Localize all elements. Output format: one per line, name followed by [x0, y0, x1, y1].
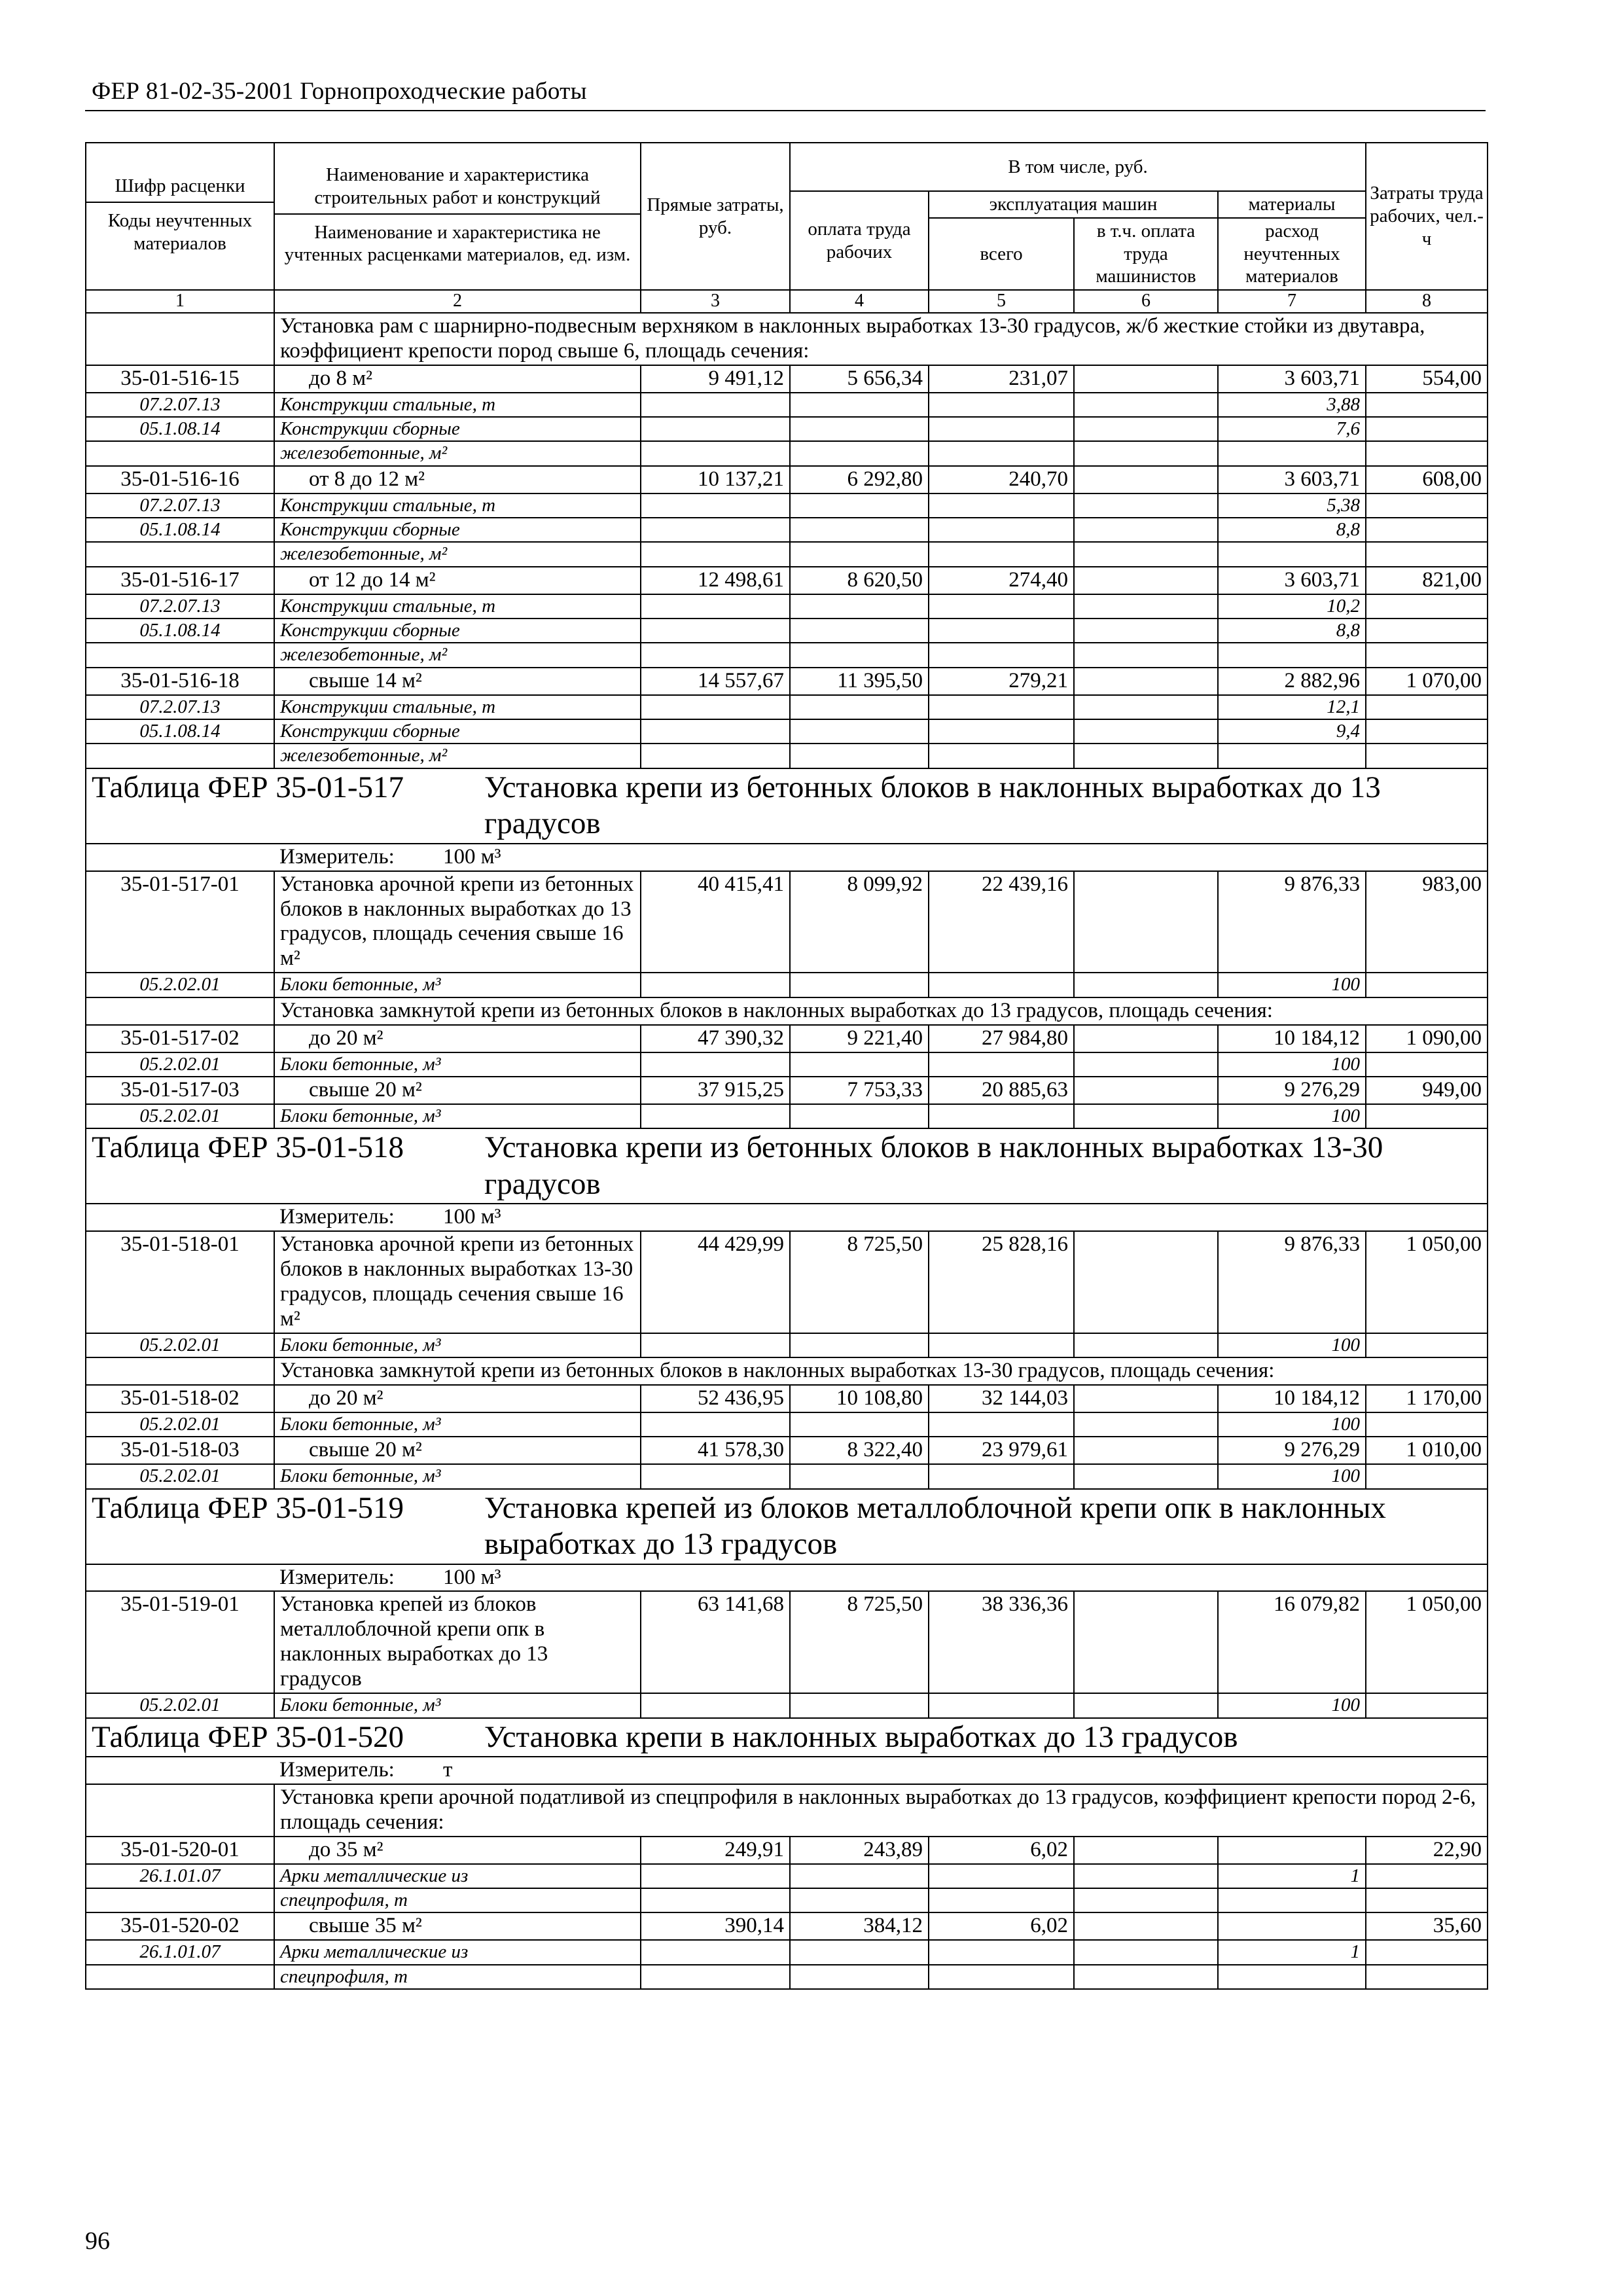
material-row: железобетонные, м²: [86, 744, 1488, 768]
table-row: 35-01-517-02 до 20 м² 47 390,32 9 221,40 27 984,80 10 184,12 1 090,00: [86, 1025, 1488, 1052]
table-row: 35-01-516-18 свыше 14 м² 14 557,67 11 395,50 279,21 2 882,96 1 070,00: [86, 668, 1488, 695]
title-rule: [85, 110, 1486, 111]
material-row: 07.2.07.13 Конструкции стальные, т 12,1: [86, 695, 1488, 719]
column-numbers-row: 1 2 3 4 5 6 7 8: [86, 290, 1488, 313]
header-name: Наименование и характеристика строительных работ и конструкций Наименование и характеристика не учтенных расценками материалов, ед. изм.: [274, 143, 641, 290]
measure-518: Измеритель: 100 м³: [86, 1204, 1488, 1231]
header-direct: Прямые затраты, руб.: [641, 143, 790, 290]
table-row: 35-01-516-17 от 12 до 14 м² 12 498,61 8 620,50 274,40 3 603,71 821,00: [86, 567, 1488, 594]
material-row: 05.1.08.14 Конструкции сборные 8,8: [86, 619, 1488, 643]
table-row: 35-01-518-02 до 20 м² 52 436,95 10 108,80 32 144,03 10 184,12 1 170,00: [86, 1385, 1488, 1412]
material-row: спецпрофиля, т: [86, 1888, 1488, 1912]
material-row: 05.2.02.01 Блоки бетонные, м³ 100: [86, 1333, 1488, 1357]
header-including: В том числе, руб.: [790, 143, 1366, 191]
table-row: 35-01-517-03 свыше 20 м² 37 915,25 7 753,33 20 885,63 9 276,29 949,00: [86, 1077, 1488, 1104]
header-mach-labor: в т.ч. оплата труда машинистов: [1074, 218, 1218, 290]
table-row: 35-01-518-01 Установка арочной крепи из бетонных блоков в наклонных выработках 13-30 градусов, площадь сечения свыше 16 м² 44 429,99 8 725,50 25 828,16 9 876,33 1 050,00: [86, 1231, 1488, 1333]
table-row: 35-01-516-15 до 8 м² 9 491,12 5 656,34 231,07 3 603,71 554,00: [86, 365, 1488, 393]
group-intro-517: Установка замкнутой крепи из бетонных блоков в наклонных выработках до 13 градусов, площадь сечения:: [86, 997, 1488, 1025]
header-labor-pay: оплата труда рабочих: [790, 191, 929, 290]
measure-519: Измеритель: 100 м³: [86, 1564, 1488, 1592]
page-number: 96: [85, 2227, 110, 2255]
table-row: 35-01-516-16 от 8 до 12 м² 10 137,21 6 292,80 240,70 3 603,71 608,00: [86, 466, 1488, 493]
material-row: 05.2.02.01 Блоки бетонные, м³ 100: [86, 973, 1488, 997]
table-row: 35-01-518-03 свыше 20 м² 41 578,30 8 322,40 23 979,61 9 276,29 1 010,00: [86, 1437, 1488, 1464]
group-intro-516: Установка рам с шарнирно-подвесным верхняком в наклонных выработках 13-30 градусов, ж/б жесткие стойки из двутавра, коэффициент крепости пород свыше 6, площадь сечения:: [86, 313, 1488, 365]
material-row: 07.2.07.13 Конструкции стальные, т 3,88: [86, 393, 1488, 417]
material-row: 05.2.02.01 Блоки бетонные, м³ 100: [86, 1464, 1488, 1488]
material-row: железобетонные, м²: [86, 441, 1488, 465]
measure-517: Измеритель: 100 м³: [86, 844, 1488, 871]
material-row: 05.2.02.01 Блоки бетонные, м³ 100: [86, 1104, 1488, 1128]
material-row: 07.2.07.13 Конструкции стальные, т 5,38: [86, 493, 1488, 518]
material-row: железобетонные, м²: [86, 542, 1488, 566]
header-labor-cost: Затраты труда рабочих, чел.-ч: [1366, 143, 1488, 290]
header-code: Шифр расценки Коды неучтенных материалов: [86, 143, 274, 290]
table-row: 35-01-520-01 до 35 м² 249,91 243,89 6,02 22,90: [86, 1837, 1488, 1864]
material-row: 07.2.07.13 Конструкции стальные, т 10,2: [86, 594, 1488, 619]
group-intro-518: Установка замкнутой крепи из бетонных блоков в наклонных выработках 13-30 градусов, площадь сечения:: [86, 1357, 1488, 1385]
material-row: 05.1.08.14 Конструкции сборные 8,8: [86, 518, 1488, 542]
table-title-518: Таблица ФЕР 35-01-518 Установка крепи из бетонных блоков в наклонных выработках 13-30 градусов: [86, 1128, 1488, 1204]
header-mach-total: всего: [929, 218, 1074, 290]
material-row: 05.1.08.14 Конструкции сборные 9,4: [86, 719, 1488, 744]
material-row: спецпрофиля, т: [86, 1965, 1488, 1989]
material-row: 05.1.08.14 Конструкции сборные 7,6: [86, 417, 1488, 441]
material-row: 05.2.02.01 Блоки бетонные, м³ 100: [86, 1693, 1488, 1717]
table-row: 35-01-519-01 Установка крепей из блоков металлоблочной крепи опк в наклонных выработках до 13 градусов 63 141,68 8 725,50 38 336,36 16 079,82 1 050,00: [86, 1591, 1488, 1693]
table-title-519: Таблица ФЕР 35-01-519 Установка крепей из блоков металлоблочной крепи опк в наклонных выработках до 13 градусов: [86, 1489, 1488, 1564]
table-title-517: Таблица ФЕР 35-01-517 Установка крепи из бетонных блоков в наклонных выработках до 13 градусов: [86, 768, 1488, 844]
table-title-520: Таблица ФЕР 35-01-520 Установка крепи в наклонных выработках до 13 градусов: [86, 1718, 1488, 1757]
header-unaccounted: расход неучтенных материалов: [1218, 218, 1366, 290]
rates-table: [85, 142, 1488, 1990]
group-intro-520: Установка крепи арочной податливой из спецпрофиля в наклонных выработках до 13 градусов, коэффициент крепости пород 2-6, площадь сечения:: [86, 1784, 1488, 1837]
material-row: 26.1.01.07 Арки металлические из 1: [86, 1940, 1488, 1964]
material-row: 05.2.02.01 Блоки бетонные, м³ 100: [86, 1052, 1488, 1077]
measure-520: Измеритель: т: [86, 1757, 1488, 1784]
material-row: 05.2.02.01 Блоки бетонные, м³ 100: [86, 1412, 1488, 1437]
header-row-1: [86, 143, 1488, 191]
material-row: железобетонные, м²: [86, 643, 1488, 667]
table-row: 35-01-517-01 Установка арочной крепи из бетонных блоков в наклонных выработках до 13 градусов, площадь сечения свыше 16 м² 40 415,41 8 099,92 22 439,16 9 876,33 983,00: [86, 871, 1488, 973]
header-machines: эксплуатация машин: [929, 191, 1218, 218]
document-title: ФЕР 81-02-35-2001 Горнопроходческие работы: [92, 78, 587, 105]
table-row: 35-01-520-02 свыше 35 м² 390,14 384,12 6,02 35,60: [86, 1912, 1488, 1940]
material-row: 26.1.01.07 Арки металлические из 1: [86, 1864, 1488, 1888]
header-materials: материалы: [1218, 191, 1366, 218]
